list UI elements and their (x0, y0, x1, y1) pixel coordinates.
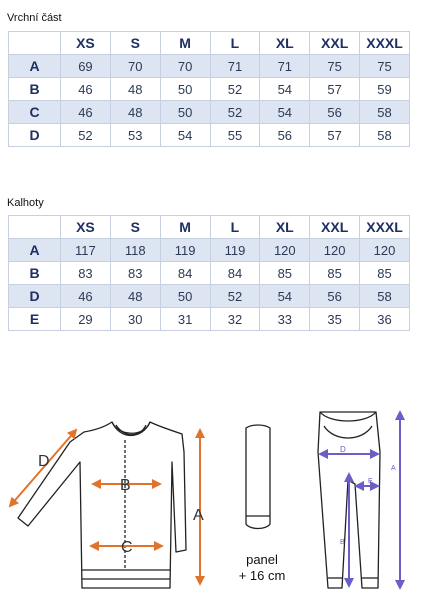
panel-note-line1: panel (246, 552, 278, 567)
header-cell: XXL (310, 216, 360, 239)
table-cell: 57 (310, 124, 360, 147)
table-cell: 54 (160, 124, 210, 147)
table-cell: 54 (260, 101, 310, 124)
table-cell: 58 (360, 285, 410, 308)
header-cell: L (210, 32, 260, 55)
table-cell: 55 (210, 124, 260, 147)
pants-label-b: B (340, 539, 345, 546)
table-cell: 119 (210, 239, 260, 262)
table-cell: 33 (260, 308, 310, 331)
table-cell: 59 (360, 78, 410, 101)
table-cell: 120 (260, 239, 310, 262)
table-cell: 117 (61, 239, 111, 262)
table-cell: 70 (160, 55, 210, 78)
shirt-label-b: B (120, 477, 131, 494)
table-cell: 71 (260, 55, 310, 78)
table-cell: 48 (110, 101, 160, 124)
table-cell: 54 (260, 78, 310, 101)
table-cell: 32 (210, 308, 260, 331)
table-cell: 53 (110, 124, 160, 147)
row-label: A (9, 239, 61, 262)
pants-label-a: A (391, 465, 396, 472)
table-cell: 84 (160, 262, 210, 285)
table-cell: 48 (110, 78, 160, 101)
header-cell: XXL (310, 32, 360, 55)
shirt-label-a: A (193, 507, 204, 524)
table-cell: 52 (210, 285, 260, 308)
table-cell: 69 (61, 55, 111, 78)
header-cell: L (210, 216, 260, 239)
table-cell: 52 (210, 78, 260, 101)
table-cell: 85 (260, 262, 310, 285)
table-cell: 56 (310, 101, 360, 124)
pants-label-d: D (340, 445, 346, 454)
table-cell: 119 (160, 239, 210, 262)
table-cell: 118 (110, 239, 160, 262)
table-cell: 75 (360, 55, 410, 78)
table-cell: 46 (61, 101, 111, 124)
table-row (9, 308, 410, 331)
table-row (9, 239, 410, 262)
table-cell: 84 (210, 262, 260, 285)
table-cell: 58 (360, 101, 410, 124)
table-cell: 71 (210, 55, 260, 78)
table-cell: 83 (61, 262, 111, 285)
header-cell (9, 32, 61, 55)
header-cell: S (110, 32, 160, 55)
panel-note (222, 552, 302, 584)
table-cell: 54 (260, 285, 310, 308)
table-cell: 56 (310, 285, 360, 308)
header-cell: XL (260, 32, 310, 55)
table-cell: 83 (110, 262, 160, 285)
table-row (9, 124, 410, 147)
table-cell: 85 (310, 262, 360, 285)
row-label: E (9, 308, 61, 331)
table-row (9, 285, 410, 308)
table-header-row (9, 216, 410, 239)
panel-note-line2: + 16 cm (238, 568, 286, 583)
table-cell: 29 (61, 308, 111, 331)
header-cell: M (160, 32, 210, 55)
table-cell: 30 (110, 308, 160, 331)
table-cell: 48 (110, 285, 160, 308)
header-cell: XS (61, 216, 111, 239)
table-cell: 120 (360, 239, 410, 262)
table-row (9, 55, 410, 78)
table-row (9, 101, 410, 124)
table-cell: 75 (310, 55, 360, 78)
table-cell: 52 (210, 101, 260, 124)
row-label: A (9, 55, 61, 78)
header-cell: XS (61, 32, 111, 55)
shirt-label-c: C (121, 539, 133, 556)
table-cell: 36 (360, 308, 410, 331)
header-cell: S (110, 216, 160, 239)
pants-size-table (8, 215, 410, 331)
table-cell: 46 (61, 285, 111, 308)
table-cell: 120 (310, 239, 360, 262)
header-cell: XL (260, 216, 310, 239)
pants-section-title: Kalhoty (7, 197, 44, 209)
row-label: D (9, 124, 61, 147)
row-label: C (9, 101, 61, 124)
table-cell: 56 (260, 124, 310, 147)
sleeve-panel-drawing (246, 425, 270, 529)
table-cell: 70 (110, 55, 160, 78)
shirt-drawing (18, 422, 186, 588)
header-cell: M (160, 216, 210, 239)
table-cell: 52 (61, 124, 111, 147)
row-label: D (9, 285, 61, 308)
pants-label-e: E (368, 478, 373, 485)
table-header-row (9, 32, 410, 55)
header-cell: XXXL (360, 216, 410, 239)
table-cell: 57 (310, 78, 360, 101)
table-cell: 58 (360, 124, 410, 147)
top-size-table (8, 31, 410, 147)
table-cell: 46 (61, 78, 111, 101)
table-cell: 35 (310, 308, 360, 331)
table-cell: 31 (160, 308, 210, 331)
shirt-label-d: D (38, 453, 50, 470)
table-row (9, 78, 410, 101)
row-label: B (9, 262, 61, 285)
table-cell: 85 (360, 262, 410, 285)
table-cell: 50 (160, 78, 210, 101)
top-section-title: Vrchní část (7, 12, 62, 24)
header-cell: XXXL (360, 32, 410, 55)
header-cell (9, 216, 61, 239)
measurement-diagram (0, 392, 421, 600)
table-cell: 50 (160, 285, 210, 308)
table-cell: 50 (160, 101, 210, 124)
row-label: B (9, 78, 61, 101)
table-row (9, 262, 410, 285)
